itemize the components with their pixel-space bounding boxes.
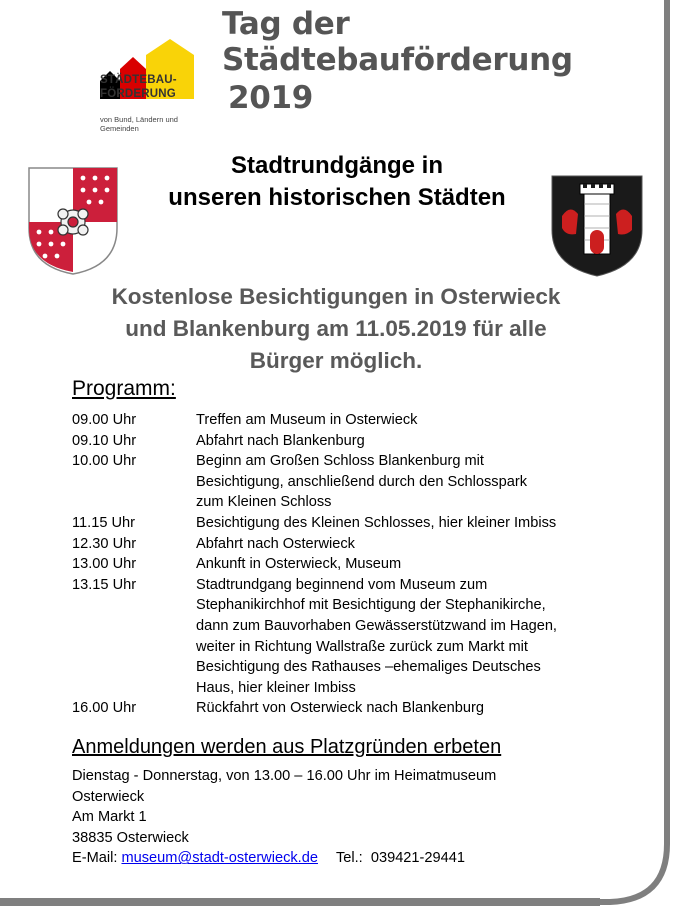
page-frame-right: [664, 0, 670, 840]
schedule-time: 13.00 Uhr: [72, 556, 137, 573]
event-title: [222, 6, 573, 116]
email-link[interactable]: museum@stadt-osterwieck.de: [121, 850, 318, 867]
schedule-row: [72, 575, 632, 699]
schedule-row: [72, 451, 632, 513]
subheadline-line1: Kostenlose Besichtigungen in Osterwieck: [111, 284, 561, 309]
subheadline: [40, 281, 632, 377]
phone-label: Tel.:: [335, 850, 363, 867]
phone-number: 039421-29441: [370, 850, 465, 867]
schedule-row: [72, 554, 632, 575]
schedule-time: 09.10 Uhr: [72, 432, 137, 449]
schedule-description: Treffen am Museum in Osterwieck: [196, 412, 418, 428]
page-frame-corner: [600, 834, 670, 906]
program-title: Programm:: [72, 377, 176, 400]
email-label: E-Mail:: [72, 850, 118, 867]
schedule-description: Beginn am Großen Schloss Blankenburg mit Besichtigung, anschließend durch den Schlosspark zum Kleinen Schloss: [196, 453, 527, 511]
schedule-row: [72, 513, 632, 534]
headline: [100, 150, 574, 214]
contact-city: 38835 Osterwieck: [72, 829, 189, 846]
schedule-description: Abfahrt nach Blankenburg: [196, 432, 365, 449]
schedule-row: [72, 698, 632, 719]
schedule-time: 10.00 Uhr: [72, 453, 137, 470]
schedule-row: [72, 431, 632, 452]
headline-line1: Stadtrundgänge in: [231, 152, 443, 179]
headline-line2: unseren historischen Städten: [168, 184, 506, 211]
registration-contact: [72, 766, 496, 869]
logo-name: STÄDTEBAU- FÖRDERUNG: [100, 74, 177, 100]
contact-street: Am Markt 1: [72, 809, 147, 826]
contact-line: [72, 848, 496, 869]
event-year: 2019: [228, 80, 314, 116]
schedule-time: 12.30 Uhr: [72, 535, 137, 552]
schedule-row: [72, 534, 632, 555]
schedule-time: 09.00 Uhr: [72, 412, 137, 428]
event-title-line2: Städtebauförderung: [222, 42, 573, 78]
schedule-time: 13.15 Uhr: [72, 576, 137, 593]
schedule-description: Rückfahrt von Osterwieck nach Blankenburg: [196, 700, 484, 717]
event-title-line1: Tag der: [222, 6, 350, 42]
schedule-time: 16.00 Uhr: [72, 700, 137, 717]
program-schedule: [72, 410, 632, 719]
schedule-description: Besichtigung des Kleinen Schlosses, hier kleiner Imbiss: [196, 514, 557, 531]
subheadline-line2: und Blankenburg am 11.05.2019 für alle: [125, 316, 547, 341]
subheadline-line3: Bürger möglich.: [249, 348, 423, 373]
schedule-row: [72, 410, 632, 431]
schedule-description: Stadtrundgang beginnend vom Museum zum Stephanikirchhof mit Besichtigung der Stephanikirche, dann zum Bauvorhaben Gewässerstützwand im Hagen, weiter in Richtung Wallstraße zurück zum Markt mit Besichtigung des Rathauses –ehemaliges Deutsches Haus, hier kleiner Imbiss: [196, 576, 557, 696]
logo-subtitle: von Bund, Ländern und Gemeinden: [100, 115, 178, 133]
page-frame-bottom: [0, 898, 600, 906]
registration-title: Anmeldungen werden aus Platzgründen erbeten: [72, 736, 502, 758]
schedule-time: 11.15 Uhr: [72, 514, 136, 531]
opening-hours: Dienstag - Donnerstag, von 13.00 – 16.00 Uhr im Heimatmuseum: [72, 768, 497, 784]
contact-place: Osterwieck: [72, 788, 145, 805]
schedule-description: Abfahrt nach Osterwieck: [196, 535, 355, 552]
schedule-description: Ankunft in Osterwieck, Museum: [196, 556, 402, 573]
